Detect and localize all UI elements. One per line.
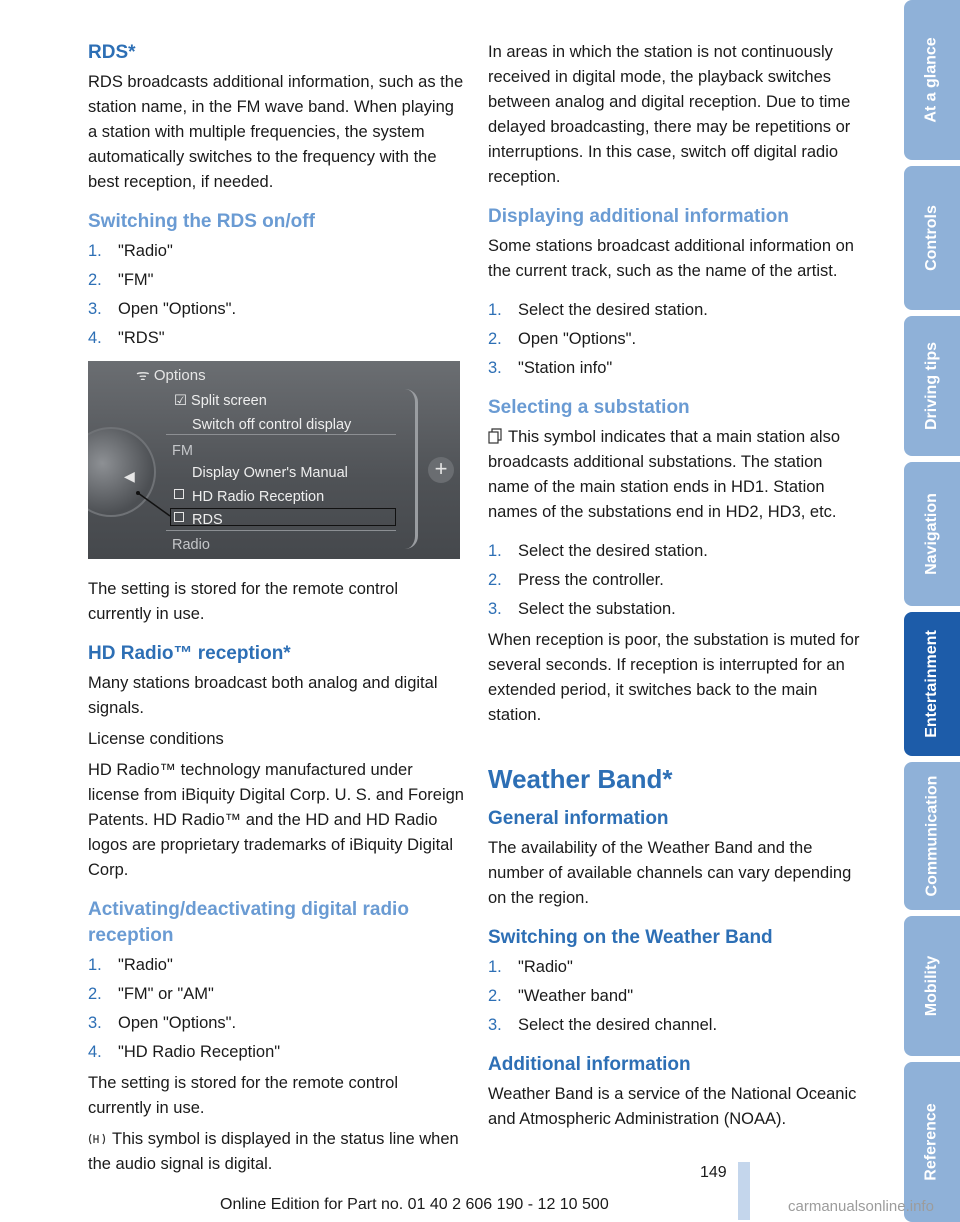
checkmark-icon: ☑ (174, 393, 192, 409)
poor-reception-text: When reception is poor, the substation is muted for several seconds. If reception is interrupted for an extended period, it switches back to the main station. (488, 631, 860, 724)
switch-rds-heading: Switching the RDS on/off (88, 211, 315, 232)
scroll-arc (405, 389, 418, 549)
list-item: 1. "Radio" (488, 958, 573, 976)
plus-icon: + (428, 457, 454, 483)
list-item: 1. "Radio" (88, 242, 173, 260)
additional-info-heading: Additional information (488, 1054, 691, 1075)
tab-mobility[interactable]: Mobility (904, 916, 960, 1056)
digital-symbol-text: This symbol is displayed in the status line when the audio signal is digital. (88, 1130, 459, 1173)
hd-digital-icon (88, 1132, 106, 1146)
chapter-sidebar (900, 0, 960, 1222)
checkbox-icon (174, 489, 184, 499)
options-screen-image (88, 361, 460, 559)
radio-section-label: Radio (172, 537, 210, 553)
substation-icon (488, 428, 502, 444)
page-marker-bar (738, 1162, 750, 1220)
hd-radio-heading: HD Radio™ reception* (88, 643, 291, 664)
digital-mode-text: In areas in which the station is not continuously received in digital mode, the playback switches between analog and digital reception. Due to time delayed broadcasting, there may be repetitions or interruptions. In this case, switch off digital radio reception. (488, 43, 851, 186)
list-item: 3. Open "Options". (88, 300, 237, 318)
split-screen-item: ☑ Split screen (174, 393, 267, 409)
pointer-line (136, 491, 172, 519)
general-info-heading: General information (488, 808, 669, 829)
weather-band-heading: Weather Band* (488, 764, 673, 794)
stored-text: The setting is stored for the remote control currently in use. (88, 580, 398, 623)
owners-manual-item: Display Owner's Manual (192, 465, 348, 481)
rds-item: RDS (192, 512, 223, 528)
list-item: 1. "Radio" (88, 956, 173, 974)
list-item: 4. "HD Radio Reception" (88, 1043, 281, 1061)
substation-text: This symbol indicates that a main station also broadcasts additional substations. The station name of the main station ends in HD1. Station names of the substations end in HD2, HD3, etc. (488, 428, 840, 521)
license-text: HD Radio™ technology manufactured under license from iBiquity Digital Corp. U. S. and Foreign Patents. HD Radio™ and the HD and HD Radio logos are proprietary trademarks of iBiquity Digital Corp. (88, 761, 464, 879)
antenna-icon: ᯤ (136, 367, 154, 384)
list-item: 3. Select the desired channel. (488, 1016, 718, 1034)
list-item: 2. "Weather band" (488, 987, 634, 1005)
activate-digital-heading: Activating/deactivating digital radio reception (88, 899, 409, 946)
tab-entertainment[interactable]: Entertainment (904, 612, 960, 756)
tab-reference[interactable]: Reference (904, 1062, 960, 1222)
list-item: 2. "FM" (88, 271, 154, 289)
list-item: 1. Select the desired station. (488, 301, 708, 319)
list-item: 3. Select the substation. (488, 600, 676, 618)
stored-text: The setting is stored for the remote control currently in use. (88, 1074, 398, 1117)
hd-radio-text: Many stations broadcast both analog and digital signals. (88, 674, 438, 717)
watermark: carmanualsonline.info (788, 1198, 934, 1215)
license-label: License conditions (88, 730, 224, 748)
checkbox-icon (174, 512, 184, 522)
tab-navigation[interactable]: Navigation (904, 462, 960, 606)
rds-heading: RDS* (88, 42, 136, 63)
display-info-text: Some stations broadcast additional information on the current track, such as the name of the artist. (488, 237, 854, 280)
switch-off-display-item: Switch off control display (192, 417, 352, 433)
arrow-left-icon: ◀ (124, 468, 135, 484)
rds-text: RDS broadcasts additional information, such as the station name, in the FM wave band. When playing a station with multiple frequencies, the system automatically switches to the frequency with the best reception, if needed. (88, 73, 464, 191)
list-item: 2. Press the controller. (488, 571, 664, 589)
switch-rds-steps (88, 239, 464, 351)
divider (166, 530, 396, 531)
tab-driving-tips[interactable]: Driving tips (904, 316, 960, 456)
switching-weather-heading: Switching on the Weather Band (488, 927, 773, 948)
left-column (88, 40, 464, 1183)
display-info-heading: Displaying additional information (488, 206, 789, 227)
substation-heading: Selecting a substation (488, 397, 690, 418)
page-number: 149 (700, 1164, 727, 1181)
online-edition-label: Online Edition for Part no. 01 40 2 606 190 - 12 10 500 (220, 1196, 609, 1213)
fm-section-label: FM (172, 443, 193, 459)
substation-steps (488, 539, 864, 622)
list-item: 3. Open "Options". (88, 1014, 237, 1032)
tab-at-a-glance[interactable]: At a glance (904, 0, 960, 160)
list-item: 3. "Station info" (488, 359, 613, 377)
switching-weather-steps (488, 955, 864, 1038)
list-item: 4. "RDS" (88, 329, 165, 347)
tab-controls[interactable]: Controls (904, 166, 960, 310)
display-info-steps (488, 298, 864, 381)
tab-communication[interactable]: Communication (904, 762, 960, 910)
list-item: 2. "FM" or "AM" (88, 985, 214, 1003)
list-item: 1. Select the desired station. (488, 542, 708, 560)
activate-digital-steps (88, 953, 464, 1065)
general-info-text: The availability of the Weather Band and the number of available channels can vary depending on the region. (488, 839, 852, 907)
hd-radio-item: HD Radio Reception (192, 489, 325, 505)
right-column (488, 40, 864, 1138)
options-title: ᯤ Options (136, 367, 206, 384)
additional-info-text: Weather Band is a service of the National Oceanic and Atmospheric Administration (NOAA). (488, 1085, 857, 1128)
divider (166, 434, 396, 435)
list-item: 2. Open "Options". (488, 330, 637, 348)
